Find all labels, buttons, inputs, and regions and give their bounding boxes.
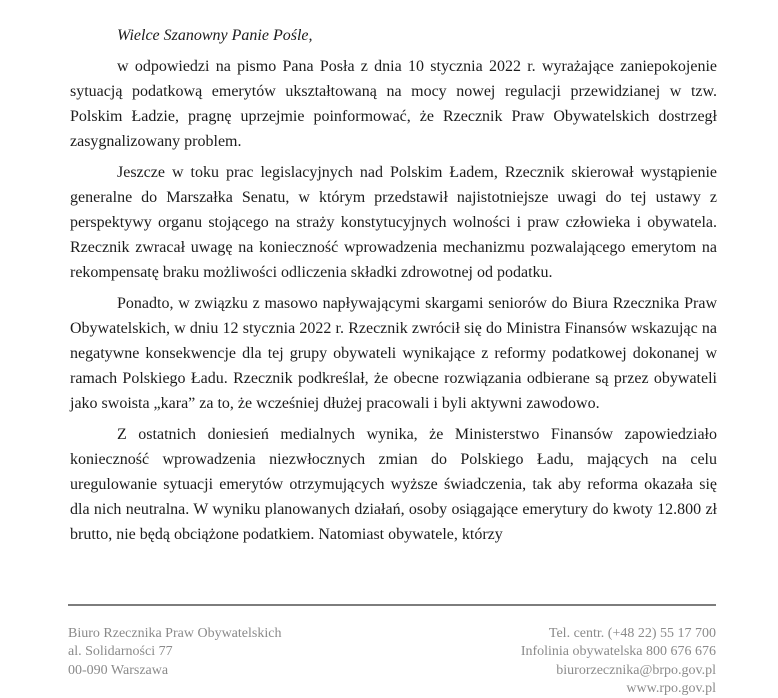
- paragraph-4: Z ostatnich doniesień medialnych wynika, że Ministerstwo Finansów zapowiedziało konieczność wprowadzenia niezwłocznych zmian do Polskiego Ładu, mających na celu uregulowanie sytuacji emerytów otrzymujących wyższe świadczenia, tak aby reforma okazała się dla nich neutralna. W wyniku planowanych działań, osoby osiągające emerytury do kwoty 12.800 zł brutto, nie będą obciążone podatkiem. Natomiast obywatele, którzy: [70, 426, 717, 543]
- footer-sender-address: [68, 625, 281, 698]
- salutation: Wielce Szanowny Panie Pośle,: [117, 27, 313, 44]
- sender-name: Biuro Rzecznika Praw Obywatelskich: [68, 626, 282, 641]
- paragraph-2: Jeszcze w toku prac legislacyjnych nad Polskim Ładem, Rzecznik skierował wystąpienie generalne do Marszałka Senatu, w którym przedstawił najistotniejsze uwagi do tej ustawy z perspektywy organu stojącego na straży konstytucyjnych wolności i praw człowieka i obywatela. Rzecznik zwracał uwagę na konieczność wprowadzenia mechanizmu pozwalającego emerytom na rekompensatę braku możliwości odliczenia składki zdrowotnej od podatku.: [70, 164, 717, 281]
- contact-email: biurorzecznika@brpo.gov.pl: [556, 662, 716, 678]
- footer-contact-info: [521, 625, 716, 698]
- sender-street: al. Solidarności 77: [68, 644, 173, 660]
- letter-footer: [68, 604, 716, 698]
- sender-city: 00-090 Warszawa: [68, 662, 169, 678]
- contact-website: www.rpo.gov.pl: [626, 681, 716, 697]
- contact-infoline: Infolinia obywatelska 800 676 676: [520, 644, 716, 660]
- paragraph-3: Ponadto, w związku z masowo napływającymi skargami seniorów do Biura Rzecznika Praw Obywatelskich, w dniu 12 stycznia 2022 r. Rzecznik zwrócił się do Ministra Finansów wskazując na negatywne konsekwencje dla tej grupy obywateli wynikające z reformy podatkowej dokonanej w ramach Polskiego Ładu. Rzecznik podkreślał, że obecne rozwiązania odbierane są przez obywateli jako swoista „kara” za to, że wcześniej dłużej pracowali i byli aktywni zawodowo.: [70, 295, 717, 412]
- letter-body: [70, 0, 717, 547]
- footer-divider: [68, 604, 716, 606]
- paragraph-1: w odpowiedzi na pismo Pana Posła z dnia 10 stycznia 2022 r. wyrażające zaniepokojenie sytuacją podatkową emerytów ukształtowaną na mocy nowej regulacji przewidzianej w tzw. Polskim Ładzie, pragnę uprzejmie poinformować, że Rzecznik Praw Obywatelskich dostrzegł zasygnalizowany problem.: [70, 58, 717, 150]
- contact-phone: Tel. centr. (+48 22) 55 17 700: [548, 626, 716, 641]
- footer-columns: [68, 625, 716, 698]
